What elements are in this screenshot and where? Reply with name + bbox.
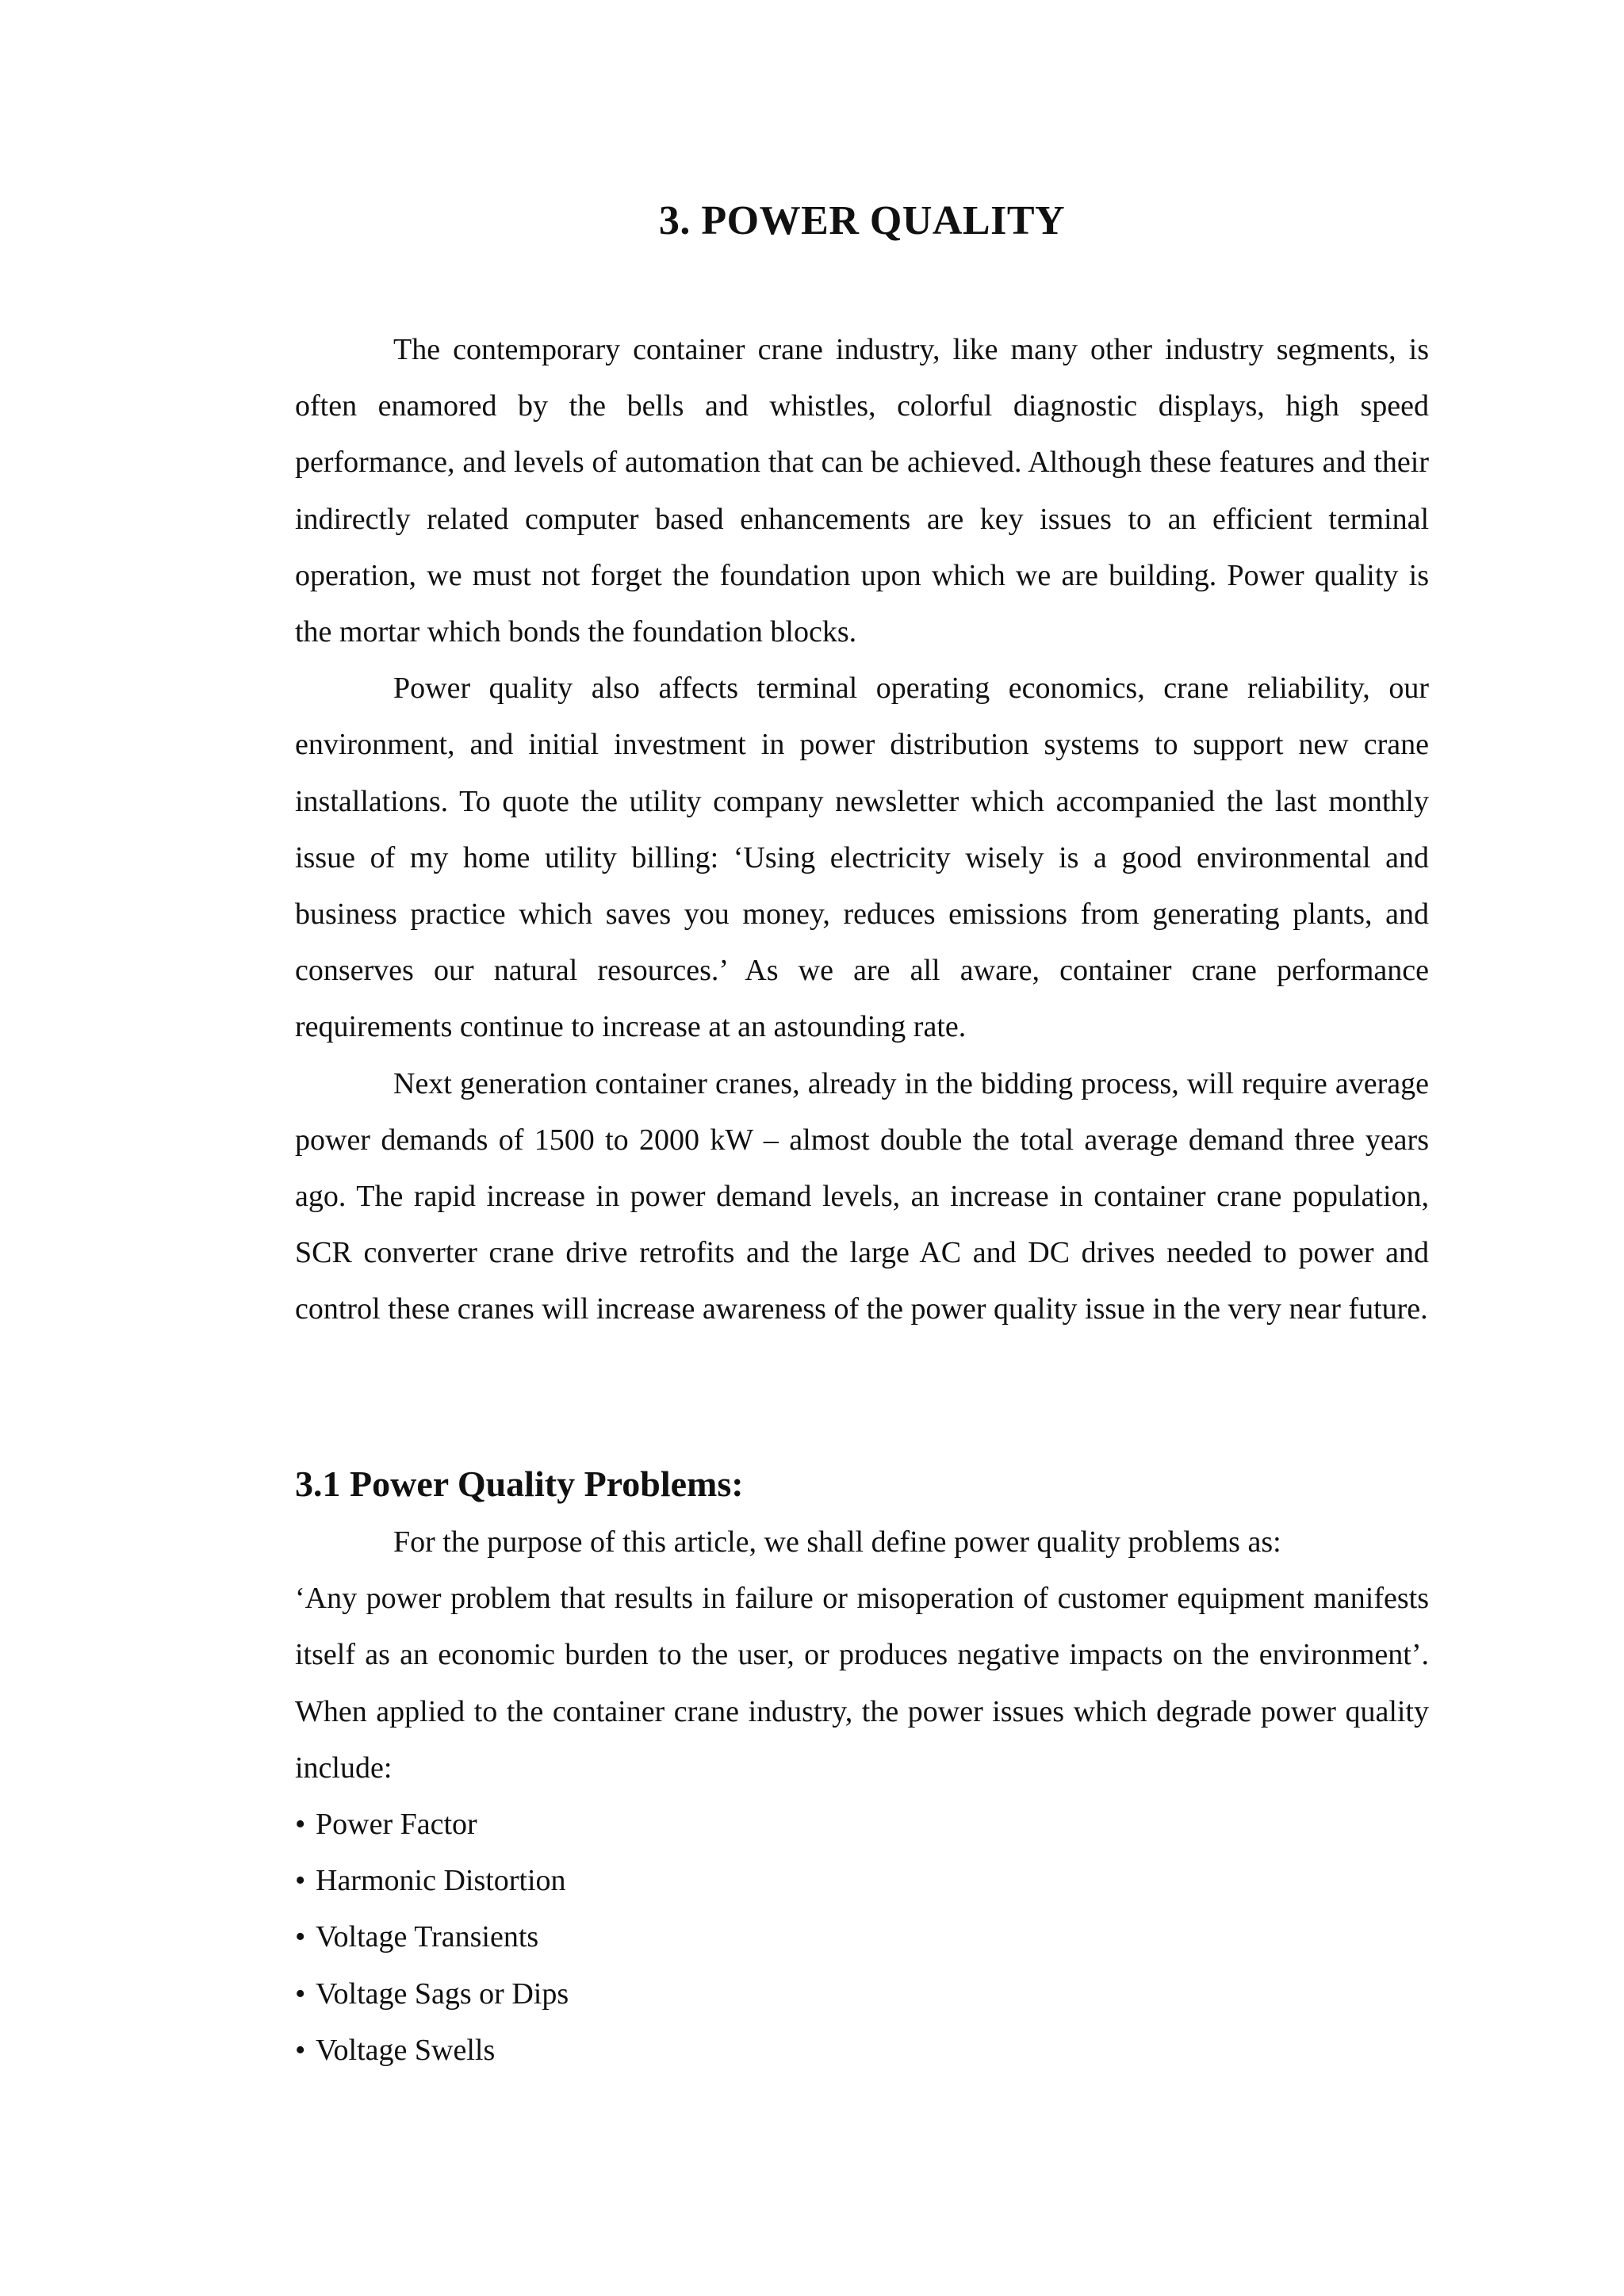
list-item [295, 1797, 1429, 1853]
list-item-label: Voltage Transients [316, 1920, 539, 1954]
power-issue-list [295, 1797, 1429, 2079]
bullet-icon: • [295, 1808, 306, 1842]
list-item-label: Harmonic Distortion [316, 1864, 566, 1898]
list-item [295, 2022, 1429, 2079]
list-item-label: Power Factor [316, 1808, 477, 1842]
bullet-icon: • [295, 1920, 306, 1954]
section-lead-in: For the purpose of this article, we shall define power quality problems as: [393, 1525, 1281, 1559]
bullet-icon: • [295, 2033, 306, 2067]
chapter-title: 3. POWER QUALITY [658, 198, 1066, 243]
section-title: 3.1 Power Quality Problems: [295, 1464, 744, 1504]
intro-paragraph-3: Next generation container cranes, already in the bidding process, will require average power demands of 1500 to 2000 kW – almost double the total average demand three years ago. The rapid increase in power demand levels, an increase in container crane population, SCR converter crane drive retrofits and the large AC and DC drives needed to power and control these cranes will increase awareness of the power quality issue in the very near future. [295, 1066, 1429, 1326]
list-item-label: Voltage Sags or Dips [316, 1976, 569, 2011]
intro-paragraph-2: Power quality also affects terminal operating economics, crane reliability, our environment, and initial investment in power distribution systems to support new crane installations. To quote the utility company newsletter which accompanied the last monthly issue of my home utility billing: ‘Using electricity wisely is a good environmental and business practice which saves you money, reduces emissions from generating plants, and conserves our natural resources.’ As we are all aware, container crane performance requirements continue to increase at an astounding rate. [295, 672, 1429, 1044]
list-item [295, 1966, 1429, 2022]
list-item-label: Voltage Swells [316, 2033, 496, 2067]
power-quality-definition: ‘Any power problem that results in failure or misoperation of customer equipment manifests itself as an economic burden to the user, or produces negative impacts on the environment’. When applied to the container crane industry, the power issues which degrade power quality include: [295, 1582, 1429, 1785]
intro-paragraph-1: The contemporary container crane industry, like many other industry segments, is often enamored by the bells and whistles, colorful diagnostic displays, high speed performance, and levels of automation that can be achieved. Although these features and their indirectly related computer based enhancements are key issues to an efficient terminal operation, we must not forget the foundation upon which we are building. Power quality is the mortar which bonds the foundation blocks. [295, 333, 1429, 649]
list-item [295, 1853, 1429, 1909]
list-item [295, 1909, 1429, 1965]
bullet-icon: • [295, 1976, 306, 2011]
intro-text [295, 322, 1429, 1338]
section-text [295, 1514, 1429, 2079]
bullet-icon: • [295, 1864, 306, 1898]
